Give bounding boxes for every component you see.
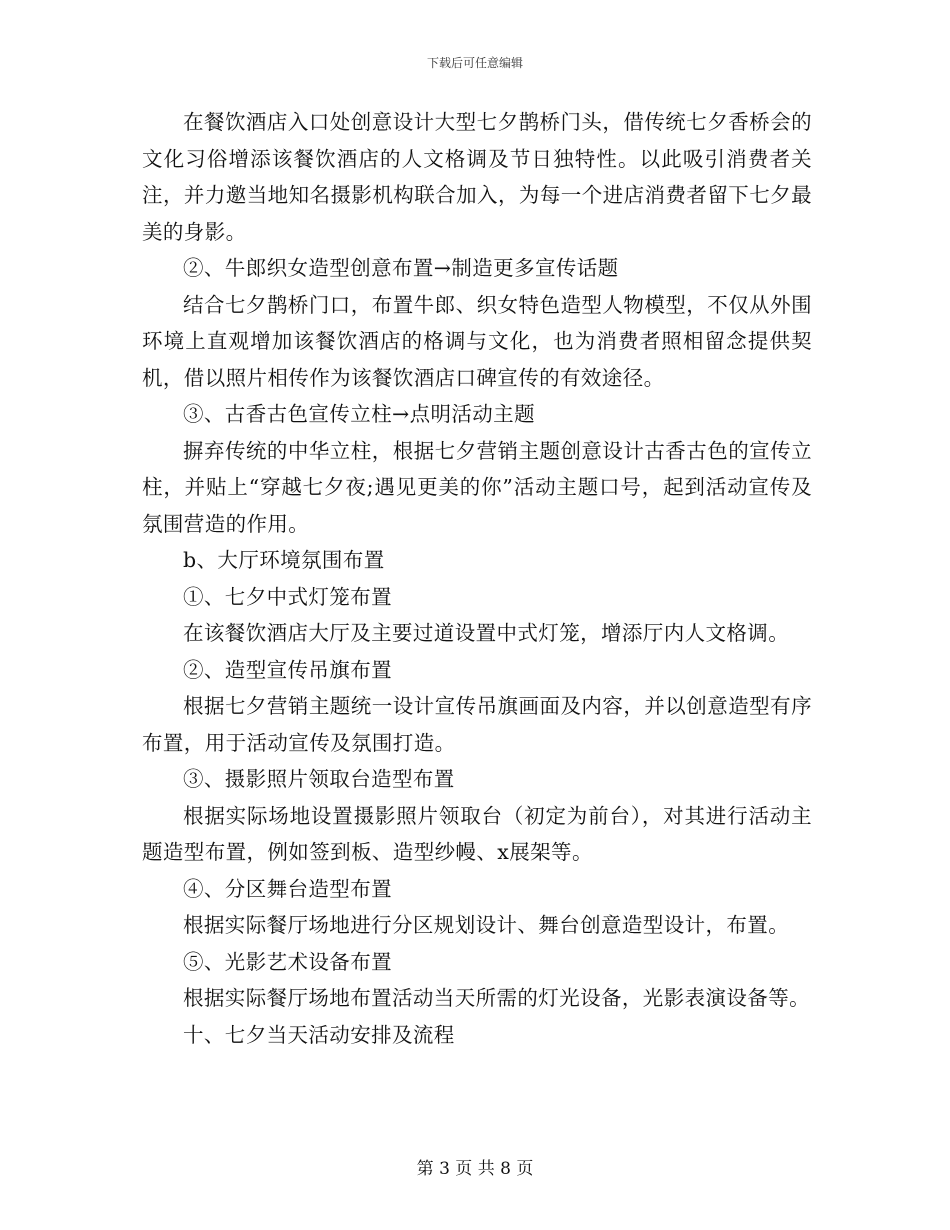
paragraph-cowherd-weaver: 结合七夕鹊桥门口，布置牛郎、织女特色造型人物模型，不仅从外围环境上直观增加该餐饮酒店的格调与文化，也为消费者照相留念提供契机，借以照片相传作为该餐饮酒店口碑宣传的有效途径。 [142, 292, 812, 390]
heading-hanging-flags: ②、造型宣传吊旗布置 [183, 657, 392, 682]
heading-hall-atmosphere: b、大厅环境氛围布置 [183, 548, 385, 572]
heading-lighting: ⑤、光影艺术设备布置 [183, 949, 392, 974]
heading-schedule: 十、七夕当天活动安排及流程 [183, 1022, 455, 1047]
paragraph-lighting: 根据实际餐厅场地布置活动当天所需的灯光设备，光影表演设备等。 [183, 986, 810, 1010]
page-header: 下载后可任意编辑 [426, 56, 523, 70]
document-body [142, 104, 812, 1053]
page-footer: 第 3 页 共 8 页 [416, 1159, 534, 1179]
heading-photo-desk: ③、摄影照片领取台造型布置 [183, 767, 455, 791]
paragraph-lanterns: 在该餐饮酒店大厅及主要过道设置中式灯笼，增添厅内人文格调。 [183, 621, 790, 645]
heading-promo-pillar: ③、古香古色宣传立柱→点明活动主题 [183, 402, 535, 426]
heading-lanterns: ①、七夕中式灯笼布置 [183, 584, 392, 609]
paragraph-hanging-flags: 根据七夕营销主题统一设计宣传吊旗画面及内容，并以创意造型有序布置，用于活动宣传及氛围打造。 [142, 694, 812, 755]
paragraph-promo-pillar: 摒弃传统的中华立柱，根据七夕营销主题创意设计古香古色的宣传立柱，并贴上“穿越七夕夜;遇见更美的你”活动主题口号，起到活动宣传及氛围营造的作用。 [142, 438, 812, 536]
heading-cowherd-weaver: ②、牛郎织女造型创意布置→制造更多宣传话题 [183, 256, 619, 280]
paragraph-stage: 根据实际餐厅场地进行分区规划设计、舞台创意造型设计，布置。 [183, 913, 790, 937]
paragraph-photo-desk: 根据实际场地设置摄影照片领取台（初定为前台），对其进行活动主题造型布置，例如签到板、造型纱幔、x展架等。 [142, 803, 812, 864]
paragraph-entrance-design: 在餐饮酒店入口处创意设计大型七夕鹊桥门头，借传统七夕香桥会的文化习俗增添该餐饮酒店的人文格调及节日独特性。以此吸引消费者关注，并力邀当地知名摄影机构联合加入，为每一个进店消费者留下七夕最美的身影。 [142, 110, 812, 244]
heading-stage: ④、分区舞台造型布置 [183, 876, 392, 901]
